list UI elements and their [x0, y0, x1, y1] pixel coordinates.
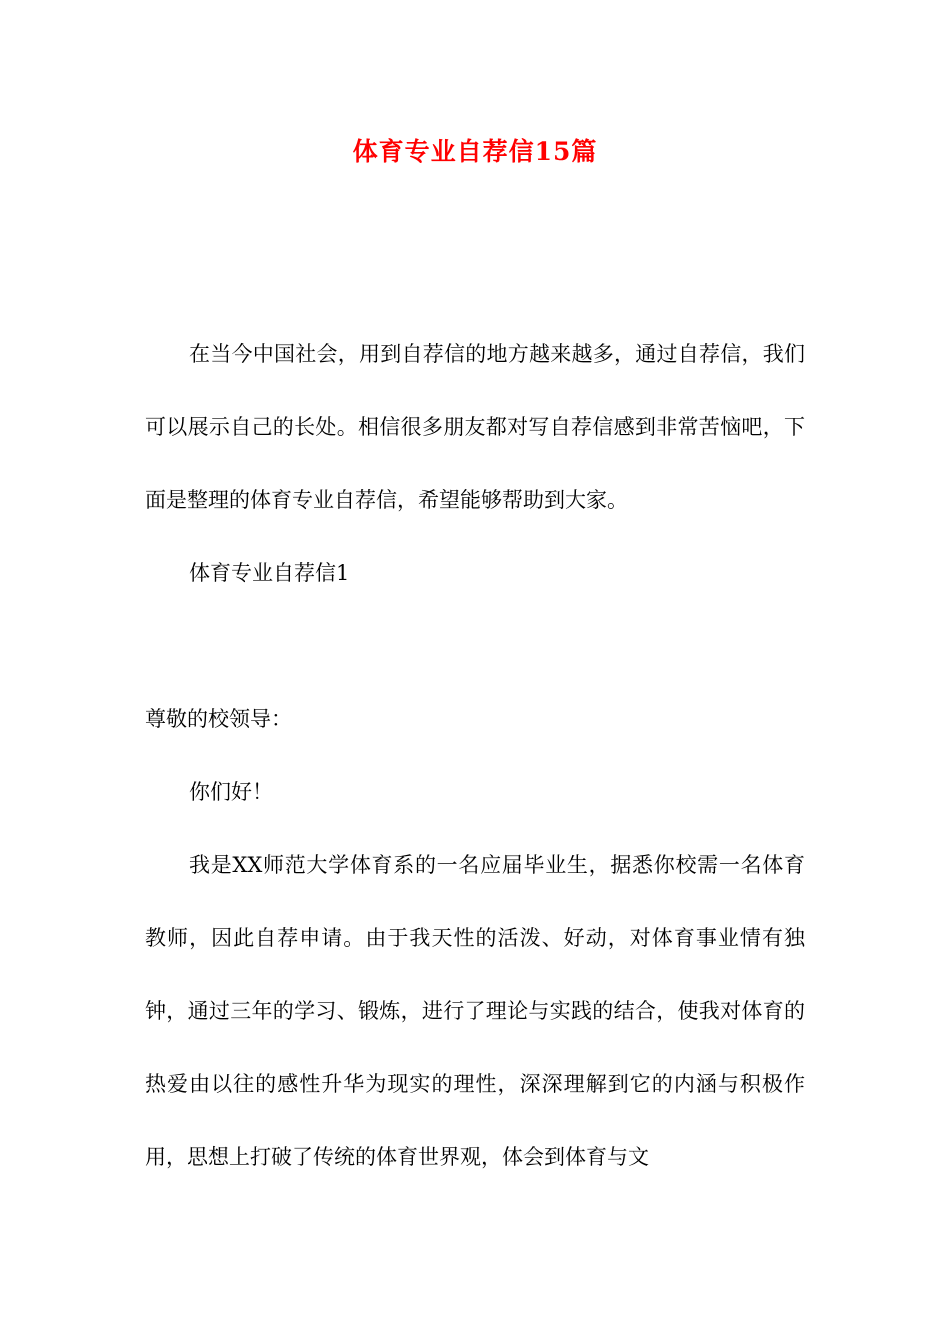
intro-paragraph: 在当今中国社会，用到自荐信的地方越来越多，通过自荐信，我们可以展示自己的长处。相信很多朋友都对写自荐信感到非常苦恼吧，下面是整理的体育专业自荐信，希望能够帮助到大家。 [145, 342, 805, 512]
section-heading: 体育专业自荐信1 [189, 561, 350, 585]
blank-line [145, 610, 805, 683]
salutation: 尊敬的校领导： [145, 707, 292, 731]
document-title: 体育专业自荐信15篇 [352, 137, 598, 166]
greeting: 你们好！ [189, 780, 273, 804]
document-body [145, 318, 805, 1194]
body-paragraph: 我是XX师范大学体育系的一名应届毕业生，据悉你校需一名体育教师，因此自荐申请。由于我天性的活泼、好动，对体育事业情有独钟，通过三年的学习、锻炼，进行了理论与实践的结合，使我对体育的热爱由以往的感性升华为现实的理性，深深理解到它的内涵与积极作用，思想上打破了传统的体育世界观，体会到体育与文 [145, 853, 805, 1169]
